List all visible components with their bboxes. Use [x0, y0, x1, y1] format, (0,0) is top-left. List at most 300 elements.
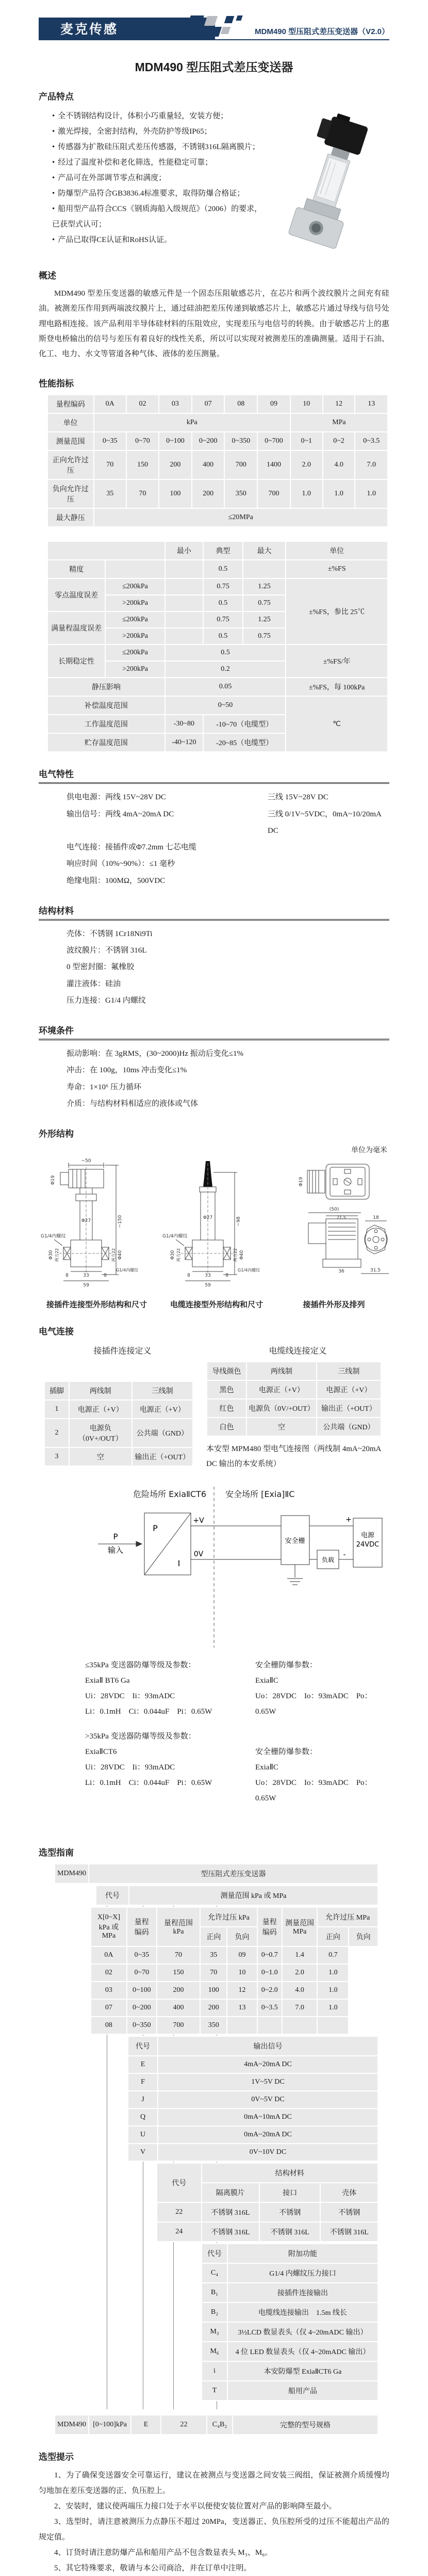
table-cell: 150 — [157, 1965, 200, 1981]
table-cell: 0~70 — [127, 432, 158, 450]
spec-table — [47, 541, 388, 752]
table-cell: 13 — [227, 2000, 257, 2016]
dim-label: Φ40 — [118, 1250, 123, 1260]
dim-label: 21.5 — [337, 1215, 346, 1220]
table-row — [157, 2164, 377, 2182]
param-line: Li：0.1mH Ci：0.044uF Pi：0.65W — [85, 1779, 212, 1787]
section-heading-electrical: 电气特性 — [39, 767, 389, 784]
row-label: 零点温度误差 — [48, 579, 105, 611]
table-cell: B₁ — [202, 2283, 227, 2302]
spec-text: 三线 15V~28V DC — [268, 793, 328, 802]
diagram-label: + — [345, 1516, 352, 1524]
table-cell: 400 — [157, 2000, 200, 2016]
code-label: 代号 — [128, 2037, 157, 2055]
table-cell: 接插件连接输出 — [228, 2283, 377, 2302]
section-heading-tips: 选型提示 — [39, 2452, 74, 2462]
table-cell: 02 — [91, 1965, 126, 1981]
table-cell: 08 — [225, 395, 257, 413]
dim-label: 36 — [338, 1269, 344, 1274]
table-cell: 0A — [94, 395, 126, 413]
table-cell: 输出正（+OUT） — [317, 1399, 381, 1417]
table-cell: 0A — [91, 1947, 126, 1963]
param-line: ExiaⅡCT6 — [85, 1748, 117, 1756]
diagram-label: 负载 — [321, 1556, 335, 1564]
spec-text: 响应时间（10%~90%）：≤1 毫秒 — [67, 860, 175, 868]
table-cell: 电源正（+V） — [133, 1400, 192, 1418]
range-code-table — [47, 394, 388, 527]
row-label: 满量程温度误差 — [48, 612, 105, 644]
table-cell — [227, 2017, 257, 2034]
table-cell: 电源负（0V/+OUT） — [247, 1399, 316, 1417]
table-cell: 0~200 — [127, 2000, 156, 2016]
example-row — [54, 2414, 378, 2435]
code-label: 代号 — [96, 1886, 128, 1905]
table-cell: 35 — [201, 1947, 226, 1963]
table-row — [202, 2283, 377, 2302]
example-cell: 22 — [161, 2416, 206, 2434]
table-row — [157, 2203, 377, 2221]
table-row — [48, 395, 387, 413]
table-cell: ±%FS，参比 25℃ — [286, 579, 387, 644]
diagram-label: 24VDC — [356, 1541, 380, 1549]
col-header: 正向 — [318, 1927, 348, 1946]
col-header: 测量范围 MPa — [283, 1908, 317, 1946]
dim-label: Φ30 — [170, 1250, 175, 1260]
table-row — [207, 1418, 381, 1436]
table-row — [91, 2000, 377, 2016]
table-row — [202, 2342, 377, 2361]
col-header: 允许过压 kPa — [201, 1908, 257, 1926]
selection-guide — [39, 1863, 389, 2435]
page-header — [39, 15, 389, 40]
example-cell: MDM490 — [55, 2416, 88, 2434]
dim-label: 8 — [104, 1273, 107, 1278]
table-cell: 0~50 — [166, 697, 286, 714]
table-cell: 1V~5V DC — [158, 2074, 377, 2090]
table-cell: 2.0 — [291, 451, 322, 479]
spec-text: 0 型密封圈：氟橡胶 — [67, 963, 135, 972]
table-cell: 1.0 — [323, 480, 355, 508]
section-heading-features: 产品特点 — [39, 92, 74, 102]
dim-label: Φ40 — [239, 1250, 244, 1260]
table-cell: 4.0 — [323, 451, 355, 479]
table-cell: 400 — [192, 451, 224, 479]
table-row — [55, 1864, 377, 1883]
col-header: 壳体 — [321, 2183, 377, 2202]
table-cell: 09 — [227, 1947, 257, 1963]
table-cell: 不锈钢 316L — [202, 2223, 259, 2241]
output-table — [127, 2036, 378, 2162]
table-cell: 100 — [201, 1982, 226, 1999]
connection-tables — [39, 1342, 389, 1471]
dim-label: 59 — [83, 1283, 89, 1288]
table-cell: 700 — [225, 451, 257, 479]
diagram-label: 0V — [193, 1550, 204, 1558]
diagram-label: 输入 — [107, 1545, 124, 1555]
table-cell: M₃ — [202, 2323, 227, 2341]
dim-label: ~150 — [118, 1215, 123, 1228]
table-row — [128, 2127, 377, 2143]
table-cell: 4mA~20mA DC — [158, 2056, 377, 2073]
table-cell: 10 — [291, 395, 322, 413]
table-cell: 22 — [157, 2203, 201, 2221]
intrinsic-safety-diagram — [44, 1485, 384, 1650]
table-cell: 350 — [225, 480, 257, 508]
cable-type-drawing — [161, 1157, 272, 1292]
table-cell: 03 — [159, 395, 191, 413]
table-row — [55, 2416, 377, 2434]
figure-caption: 接插件连接型外形结构和尺寸 — [46, 1300, 147, 1309]
electrical-row — [67, 806, 389, 840]
example-cell: E — [131, 2416, 160, 2434]
table-cell: 2.0 — [283, 1965, 317, 1981]
col-header: 量程范围 kPa — [157, 1908, 200, 1946]
col-header: 允许过压 MPa — [318, 1908, 377, 1926]
table-cell: 空 — [247, 1418, 316, 1436]
table-cell: 70 — [157, 1947, 200, 1963]
code-label: 代号 — [202, 2244, 227, 2263]
table-cell: 0~350 — [225, 432, 257, 450]
table-cell: >200kPa — [106, 662, 164, 677]
table-cell: 7.0 — [355, 451, 387, 479]
table-cell: 1400 — [258, 451, 290, 479]
table-cell: 红色 — [207, 1399, 246, 1417]
hazard-area-label: 危险场所 ExiaⅡCT6 — [133, 1489, 206, 1499]
table-cell: ±%FS，每 100kPa — [286, 678, 387, 696]
connection-note: 本安型 MPM480 型电气连接图（两线制 4mA~20mA DC 输出的本安系统） — [206, 1445, 381, 1468]
table-cell: 150 — [127, 451, 158, 479]
param-block — [85, 1729, 255, 1791]
table-row — [202, 2264, 377, 2282]
col-header: 三线制 — [133, 1382, 192, 1399]
table-cell: F — [128, 2074, 157, 2090]
tip-item: 1、为了确保变送器安全可靠运行，建议在被测点与变送器之间安装三阀组，保证被测介质缓慢均匀地加在差压变送器的正、负压腔上。 — [39, 2471, 389, 2495]
table-row — [202, 2244, 377, 2263]
param-line: Uo：28VDC Io：93mADC Po：0.65W — [255, 1692, 372, 1716]
features-list — [39, 108, 266, 254]
range-side-label: X[0~X] kPa 或 MPa — [91, 1908, 126, 1946]
table-cell: 0.75 — [204, 579, 242, 594]
header-decoration — [193, 15, 260, 37]
table-cell: 本安防爆型 ExiaⅡCT6 Ga — [228, 2362, 377, 2380]
spec-text — [268, 873, 389, 889]
overview-text: MDM490 型差压变送器的敏感元件是一个固态压阻敏感芯片，在芯片和两个波纹膜片之间充有硅油。被测差压作用到两端波纹膜片上，通过硅油把差压传递到敏感芯片上，敏感芯片通过导线与信号处理电路相连接。该产品利用半导体硅材料的压阻效应，实现差压与电信号的转换。由于敏感芯片上的惠斯登电桥输出的信号与差压有着良好的线性关系，所以可以实现对被测差压的准确测量。适用于石油、化工、电力、水文等管道各种气体、液体的差压测量。 — [39, 289, 389, 358]
dim-label: G1/4内螺纹 — [237, 1268, 260, 1273]
spec-text: 输出信号：两线 4mA~20mA DC — [67, 810, 174, 818]
dim-label: 33 — [83, 1273, 89, 1278]
table-cell: 02 — [127, 395, 158, 413]
table-row — [45, 1448, 192, 1466]
explosion-params — [39, 1657, 389, 1831]
table-cell: 0.5 — [204, 629, 242, 644]
table-row — [48, 451, 387, 479]
row-label: 量程编码 — [48, 395, 93, 413]
dim-label: 两方22 — [111, 1248, 116, 1262]
table-cell: 10 — [227, 1965, 257, 1981]
table-cell: ±%FS — [286, 560, 387, 578]
table-row — [48, 480, 387, 508]
table-cell: 1.0 — [355, 480, 387, 508]
row-label: 静压影响 — [48, 678, 164, 696]
table-cell: 1.0 — [291, 480, 322, 508]
table-cell: 0.75 — [243, 629, 286, 644]
range-header-row — [95, 1885, 378, 1906]
spec-text: 壳体：不锈钢 1Cr18Ni9Ti — [67, 929, 153, 938]
table-row — [207, 1399, 381, 1417]
param-title: ≤35kPa 变送器防爆等级及参数： — [85, 1661, 196, 1669]
table-cell: 电源负（0V+/OUT） — [70, 1419, 131, 1447]
table-cell: 电源正（+V） — [70, 1400, 131, 1418]
table-cell: -20~85（电缆型） — [204, 734, 285, 751]
feature-item: • 产品已取得CE认证和RoHS认证。 — [52, 232, 266, 248]
dim-label: Φ19 — [299, 1177, 304, 1187]
table-cell: 700 — [157, 2017, 200, 2034]
diagram-label: - — [343, 1551, 346, 1559]
spec-text: 三线 0/1V~5VDC，0mA~10/20mA DC — [268, 810, 381, 835]
model-desc: 型压阻式差压变送器 — [89, 1864, 377, 1883]
example-cell: [0~100]kPa — [89, 2416, 130, 2434]
table-cell: 0V~10V DC — [158, 2144, 377, 2161]
table-cell: 0~1.0 — [258, 1965, 282, 1981]
table-cell: 09 — [258, 395, 290, 413]
table-cell: 200 — [192, 480, 224, 508]
table-cell: 0.5 — [204, 595, 242, 611]
dim-label: G1/4内螺纹 — [162, 1234, 187, 1239]
table-row — [45, 1419, 192, 1447]
electrical-row — [67, 839, 389, 856]
table-row — [128, 2144, 377, 2161]
table-cell: ≤200kPa — [106, 612, 164, 627]
table-cell: 3½LCD 数显表头（仅 4~20mADC 输出） — [228, 2323, 377, 2341]
range-table — [90, 1907, 378, 2035]
section-heading-selection: 选型指南 — [39, 1848, 74, 1858]
col-header: 隔离膜片 — [202, 2183, 259, 2202]
col-header: 接口 — [260, 2183, 320, 2202]
table-row — [45, 1382, 192, 1399]
table-cell: U — [128, 2127, 157, 2143]
param-line: ExiaⅡC — [255, 1677, 278, 1685]
spec-text: 振动影响：在 3gRMS，(30~2000)Hz 振动后变化≤1% — [67, 1050, 244, 1058]
table-cell: 0~1 — [291, 432, 322, 450]
table-cell: ±%FS/年 — [286, 645, 387, 677]
table-cell: 1.25 — [243, 579, 286, 594]
table-cell: 0~3.5 — [355, 432, 387, 450]
col-header: 量程 编码 — [258, 1908, 282, 1946]
table-cell: i — [202, 2362, 227, 2380]
table-cell: 0.5 — [166, 645, 286, 661]
spec-text: 寿命：1×10⁶ 压力循环 — [67, 1083, 141, 1091]
row-label: 单位 — [48, 414, 93, 431]
section-heading-performance: 性能指标 — [39, 379, 74, 389]
table-row — [48, 697, 387, 714]
spec-text: 绝缘电阻：100MΩ，500VDC — [67, 876, 166, 885]
table-cell: 07 — [91, 2000, 126, 2016]
table-row — [207, 1362, 381, 1380]
cable-table — [206, 1361, 382, 1437]
table-cell: B₂ — [202, 2303, 227, 2322]
param-title: 安全栅防爆参数： — [255, 1661, 318, 1669]
table-row — [207, 1381, 381, 1398]
table-cell: T — [202, 2381, 227, 2400]
param-block — [255, 1657, 389, 1735]
table-row — [91, 1908, 377, 1926]
material-table — [156, 2163, 378, 2242]
spec-text: 供电电源：两线 15V~28V DC — [67, 793, 166, 802]
document-reference: MDM490 型压阻式差压变送器（V2.0） — [255, 27, 389, 36]
table-cell: >200kPa — [106, 629, 164, 644]
table-cell: G1/4 内螺纹压力接口 — [228, 2264, 377, 2282]
row-label: 贮存温度范围 — [48, 734, 164, 751]
tip-item: 5、其它特殊要求，敬请与本公司商洽，并在订单中注明。 — [54, 2564, 252, 2572]
diagram-label: 安全栅 — [285, 1537, 305, 1545]
tips-list — [39, 2468, 389, 2576]
col-header: 负向 — [227, 1927, 257, 1946]
table-cell: 12 — [227, 1982, 257, 1999]
table-cell: 70 — [127, 480, 158, 508]
barrier-params — [255, 1657, 389, 1831]
row-label: 正向允许过压 — [48, 451, 93, 479]
table-cell: 船用产品 — [228, 2381, 377, 2400]
table-cell: -10~70（电缆型） — [204, 715, 285, 733]
table-cell: 0~3.5 — [258, 2000, 282, 2016]
table-row — [48, 678, 387, 696]
table-cell: ≤20MPa — [94, 509, 387, 526]
feature-item: • 防爆型产品符合GB3836.4标准要求，取得防爆合格证； — [52, 186, 266, 201]
plug-table — [44, 1381, 193, 1467]
section-heading-environment: 环境条件 — [39, 1023, 389, 1040]
param-line: ExiaⅡC — [255, 1763, 278, 1772]
table-cell: ℃ — [286, 697, 387, 751]
table-row — [48, 509, 387, 526]
tip-item: 4、订货时请注意防爆产品和船用产品不包含数显表头 M₃、M₆。 — [54, 2549, 273, 2557]
table-cell: 4.0 — [283, 1982, 317, 1999]
code-label: 代号 — [157, 2164, 201, 2202]
table-cell: 0~2 — [323, 432, 355, 450]
table-cell — [283, 2017, 317, 2034]
table-cell: 0~100 — [127, 1982, 156, 1999]
figure-caption: 电缆连接型外形结构和尺寸 — [170, 1300, 263, 1309]
col-header: 正向 — [201, 1927, 226, 1946]
col-header: 附加功能 — [228, 2244, 377, 2263]
table-cell: 0~35 — [127, 1947, 156, 1963]
table-cell: 1.4 — [283, 1947, 317, 1963]
table-cell: 公共端（GND） — [133, 1419, 192, 1447]
dim-label: 两方22 — [55, 1248, 59, 1262]
col-header: 最小 — [166, 542, 203, 559]
table-cell: 0~35 — [94, 432, 126, 450]
diagram-label: P — [113, 1532, 118, 1541]
table-cell — [258, 2017, 282, 2034]
electrical-list — [39, 789, 389, 889]
addon-table — [201, 2243, 378, 2401]
table-cell: M₆ — [202, 2342, 227, 2361]
param-block — [85, 1657, 255, 1719]
table-cell: 输出正（+OUT） — [133, 1448, 192, 1466]
table-cell: J — [128, 2091, 157, 2108]
table-row — [48, 645, 387, 661]
dim-label: ~98 — [236, 1216, 241, 1227]
table-cell: 0~2.0 — [258, 1982, 282, 1999]
table-cell: 0.75 — [204, 612, 242, 627]
table-row — [202, 2362, 377, 2380]
row-label: 测量范围 — [48, 432, 93, 450]
section-heading-connection: 电气连接 — [39, 1327, 74, 1337]
table-cell: 0.2 — [166, 662, 286, 677]
table-cell: 24 — [157, 2223, 201, 2241]
table-cell: 350 — [201, 2017, 226, 2034]
table-cell: 3 — [45, 1448, 69, 1466]
table-cell: 电缆线连接输出 1.5m 线长 — [228, 2303, 377, 2322]
col-header: 输出信号 — [158, 2037, 377, 2055]
section-heading-outline: 外形结构 — [39, 1129, 74, 1139]
col-header: 两线制 — [247, 1362, 316, 1380]
table-row — [48, 414, 387, 431]
spec-text: 灌注液体：硅油 — [67, 979, 121, 988]
param-line: ExiaⅡ BT6 Ga — [85, 1677, 130, 1685]
table-cell: 7.0 — [283, 2000, 317, 2016]
table-cell: 不锈钢 — [260, 2203, 320, 2221]
table-cell: 不锈钢 316L — [202, 2203, 259, 2221]
table-cell: 1.0 — [318, 1965, 348, 1981]
table-cell: 1 — [45, 1400, 69, 1418]
table-cell: 4 位 LED 数显表头（仅 4~20mADC 输出） — [228, 2342, 377, 2361]
table-cell: 0~0.7 — [258, 1947, 282, 1963]
dim-label: 8 — [65, 1273, 69, 1278]
row-label: 负向允许过压 — [48, 480, 93, 508]
param-line: Uo：28VDC Io：93mADC Po：0.65W — [255, 1779, 372, 1802]
table-row — [91, 1982, 377, 1999]
dim-label: ~50 — [81, 1158, 91, 1164]
feature-item: • 激光焊接，全密封结构，外壳防护等级IP65； — [52, 124, 266, 139]
spec-text: 压力连接：G1/4 内螺纹 — [67, 996, 146, 1005]
electrical-row — [67, 856, 389, 872]
table-cell: 0~100 — [159, 432, 191, 450]
table-cell: 35 — [94, 480, 126, 508]
table-cell: MPa — [291, 414, 387, 431]
plug-type-drawing — [39, 1157, 155, 1292]
table-cell: 700 — [258, 480, 290, 508]
table-cell: -40~120 — [166, 734, 203, 751]
dim-label: 33 — [204, 1273, 211, 1278]
example-cell: 完整的型号规格 — [233, 2416, 377, 2434]
feature-item: • 传感器为扩散硅压阻式差压传感器，不锈钢316L隔离膜片； — [52, 139, 266, 155]
col-header: 单位 — [286, 542, 387, 559]
table-cell: 0~70 — [127, 1965, 156, 1981]
table-cell: 0mA~20mA DC — [158, 2127, 377, 2143]
dim-label: 31.5 — [370, 1268, 381, 1273]
table-cell: 0mA~10mA DC — [158, 2109, 377, 2126]
dim-label: Φ27 — [203, 1215, 212, 1220]
col-header: 两线制 — [70, 1382, 131, 1399]
feature-item: • 船用型产品符合CCS《钢质海船入级规范》（2006）的要求，已获型式认可； — [52, 201, 266, 232]
table-cell: 不锈钢 316L — [321, 2223, 377, 2241]
table-cell: 70 — [94, 451, 126, 479]
dim-label: 8 — [225, 1273, 228, 1278]
figure-connector-views — [278, 1157, 389, 1310]
dim-label: Φ30 — [48, 1250, 54, 1260]
dim-label: 两方22 — [176, 1248, 181, 1262]
spec-text — [268, 839, 389, 856]
table-row — [128, 2109, 377, 2126]
table-cell: 0.7 — [318, 1947, 348, 1963]
table-row — [157, 2223, 377, 2241]
feature-item: • 产品可在外部调节零点和满度； — [52, 170, 266, 186]
row-label: 精度 — [48, 560, 105, 578]
table-cell: 不锈钢 — [321, 2203, 377, 2221]
table-cell: 1.0 — [318, 2000, 348, 2016]
table-row — [48, 432, 387, 450]
table-row — [91, 2017, 377, 2034]
